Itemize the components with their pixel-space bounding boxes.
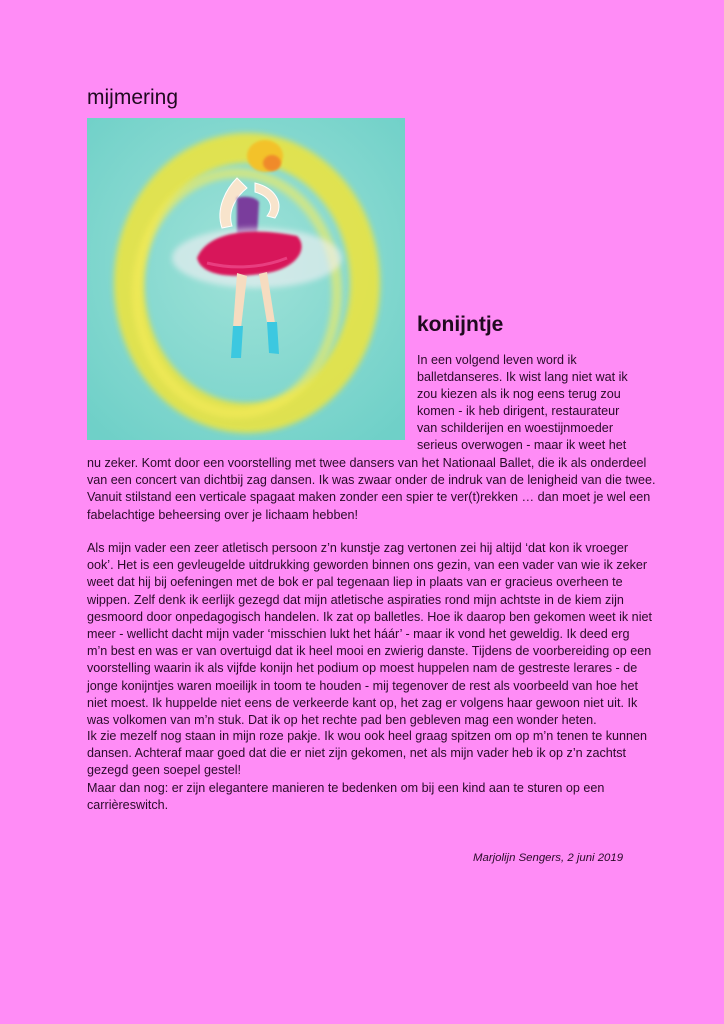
- text-line: weet dat hij bij oefeningen met de bok er pal tegenaan liep in plaats van er gracieus overheen te: [87, 575, 623, 590]
- text-line: In een volgend leven word ik: [417, 353, 577, 367]
- author-signature: Marjolijn Sengers, 2 juni 2019: [473, 852, 624, 864]
- text-line: nu zeker. Komt door een voorstelling met twee dansers van het Nationaal Ballet, die ik als onderdeel: [87, 456, 647, 470]
- section-heading: konijntje: [417, 313, 504, 336]
- text-line: wippen. Zelf denk ik eerlijk gezegd dat mijn atletische aspiraties rond mijn achtste in de kiem zijn: [87, 592, 624, 607]
- text-line: voorstelling waarin ik als vijfde konijn het podium op moest huppelen nam de gestreste lerares - de: [87, 661, 638, 676]
- text-line: m’n best en was er van overtuigd dat ik heel mooi en zwierig danste. Tijdens de voorbereiding op een: [87, 644, 652, 659]
- paragraph-3: [87, 728, 657, 814]
- text-line: Vanuit stilstand een verticale spagaat maken zonder een spier te ver(t)rekken … dan moet je wel een: [87, 490, 651, 505]
- text-line: jonge konijntjes waren moeilijk in toom te houden - mij tegenover de rest als voorbeeld van hoe het: [87, 678, 638, 693]
- paragraph-2: [87, 540, 657, 729]
- text-line: was volkomen van m’n stuk. Dat ik op het rechte pad ben gebleven mag een wonder heten.: [87, 713, 597, 728]
- text-line: carrièreswitch.: [87, 797, 169, 812]
- lead-paragraph: [417, 352, 657, 454]
- text-line: niet moest. Ik huppelde niet eens de verkeerde kant op, het zag er volgens haar gewoon niet uit. Ik: [87, 695, 638, 710]
- text-line: balletdanseres. Ik wist lang niet wat ik: [417, 370, 628, 384]
- text-line: van schilderijen en woestijnmoeder: [417, 421, 614, 435]
- text-line: gesmoord door onpedagogisch handelen. Ik zat op balletles. Hoe ik daarop ben gekomen weet ik niet: [87, 609, 652, 624]
- page-title: mijmering: [87, 86, 179, 109]
- text-line: dansen. Achteraf maar goed dat die er niet zijn gekomen, net als mijn vader heb ik op z’n zachtst: [87, 746, 627, 761]
- text-line: komen - ik heb dirigent, restaurateur: [417, 404, 620, 418]
- text-line: ook’. Het is een gevleugelde uitdrukking geworden binnen ons gezin, van een vader van wie ik zeker: [87, 558, 648, 573]
- text-line: Maar dan nog: er zijn elegantere manieren te bedenken om bij een kind aan te sturen op een: [87, 780, 605, 795]
- paragraph-1: [87, 455, 657, 524]
- text-line: serieus overwogen - maar ik weet het: [417, 438, 627, 452]
- text-line: Ik zie mezelf nog staan in mijn roze pakje. Ik wou ook heel graag spitzen om op m’n tenen te kunnen: [87, 729, 648, 743]
- ballerina-painting: [87, 118, 405, 440]
- text-line: gezegd geen soepel gestel!: [87, 763, 242, 778]
- text-line: meer - wellicht dacht mijn vader ‘misschien lukt het háár’ - maar ik vond het geweldig. Ik deed erg: [87, 627, 630, 642]
- text-line: Als mijn vader een zeer atletisch persoon z’n kunstje zag vertonen zei hij altijd ‘dat kon ik vroeger: [87, 541, 629, 555]
- text-line: van een concert van dichtbij zag dansen. Ik was zwaar onder de indruk van de lenigheid van die twee.: [87, 473, 656, 488]
- text-line: zou kiezen als ik nog eens terug zou: [417, 387, 621, 401]
- text-line: fabelachtige beheersing over je lichaam hebben!: [87, 507, 358, 522]
